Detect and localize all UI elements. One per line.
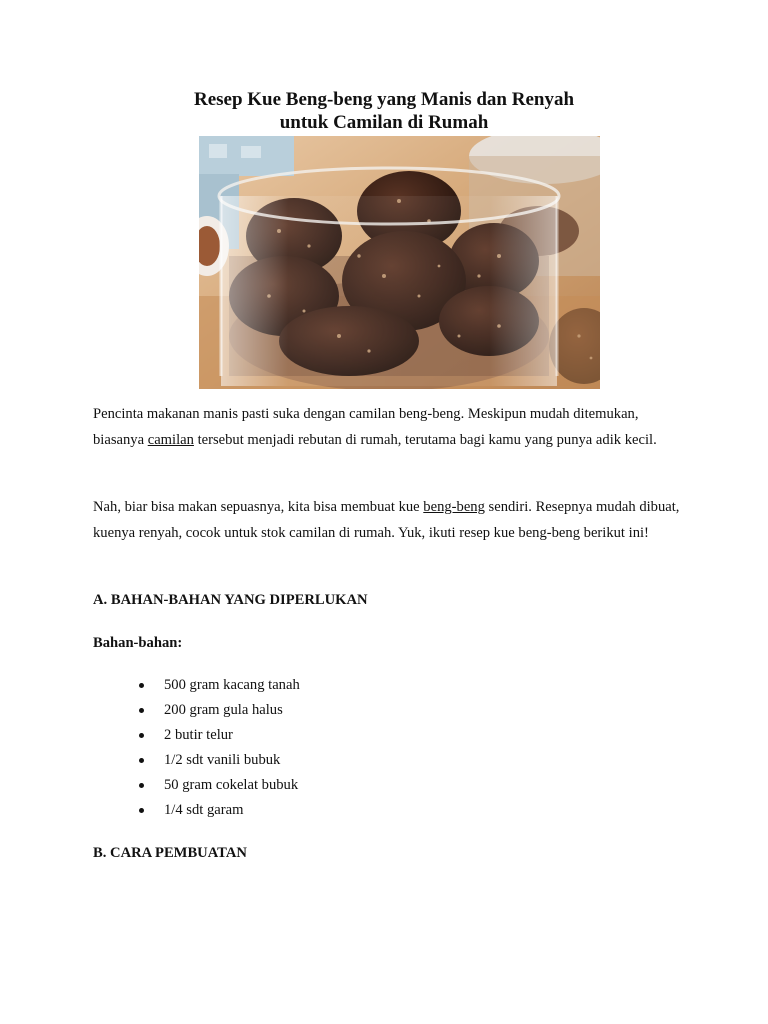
ingredient-text: 200 gram gula halus [164, 702, 283, 718]
bullet-icon [139, 783, 144, 788]
ingredient-text: 50 gram cokelat bubuk [164, 777, 299, 793]
ingredient-text: 500 gram kacang tanah [164, 677, 300, 693]
bullet-icon [139, 758, 144, 763]
bullet-icon [139, 808, 144, 813]
intro-paragraph [93, 402, 683, 454]
beng-beng-link[interactable]: beng-beng [423, 499, 485, 515]
title-line-1: Resep Kue Beng-beng yang Manis dan Renyah [193, 89, 575, 110]
ingredient-text: 1/2 sdt vanili bubuk [164, 752, 281, 768]
page-title [0, 88, 768, 134]
section-a-heading: A. BAHAN-BAHAN YANG DIPERLUKAN [93, 592, 368, 608]
ingredient-text: 2 butir telur [164, 727, 233, 743]
second-text-2: sendiri. Resepnya mudah dibuat, kuenya renyah, cocok untuk stok camilan di rumah. Yuk, ikuti resep kue beng-beng berikut ini! [93, 499, 680, 541]
bullet-icon [139, 733, 144, 738]
bullet-icon [139, 708, 144, 713]
second-text-1: Nah, biar bisa makan sepuasnya, kita bisa membuat kue [93, 499, 424, 515]
camilan-link[interactable]: camilan [147, 431, 194, 448]
intro-text-1: Pencinta makanan manis pasti suka dengan camilan beng-beng. Meskipun mudah ditemukan, biasanya [93, 406, 639, 448]
ingredients-label: Bahan-bahan: [93, 635, 183, 651]
intro-text-2: tersebut menjadi rebutan di rumah, terutama bagi kamu yang punya adik kecil. [193, 431, 657, 448]
ingredient-text: 1/4 sdt garam [164, 802, 244, 818]
section-b-heading: B. CARA PEMBUATAN [93, 845, 247, 861]
second-paragraph [93, 495, 683, 547]
title-line-2: untuk Camilan di Rumah [279, 112, 489, 133]
bullet-icon [139, 683, 144, 688]
cookie-jar-photo [199, 136, 600, 389]
